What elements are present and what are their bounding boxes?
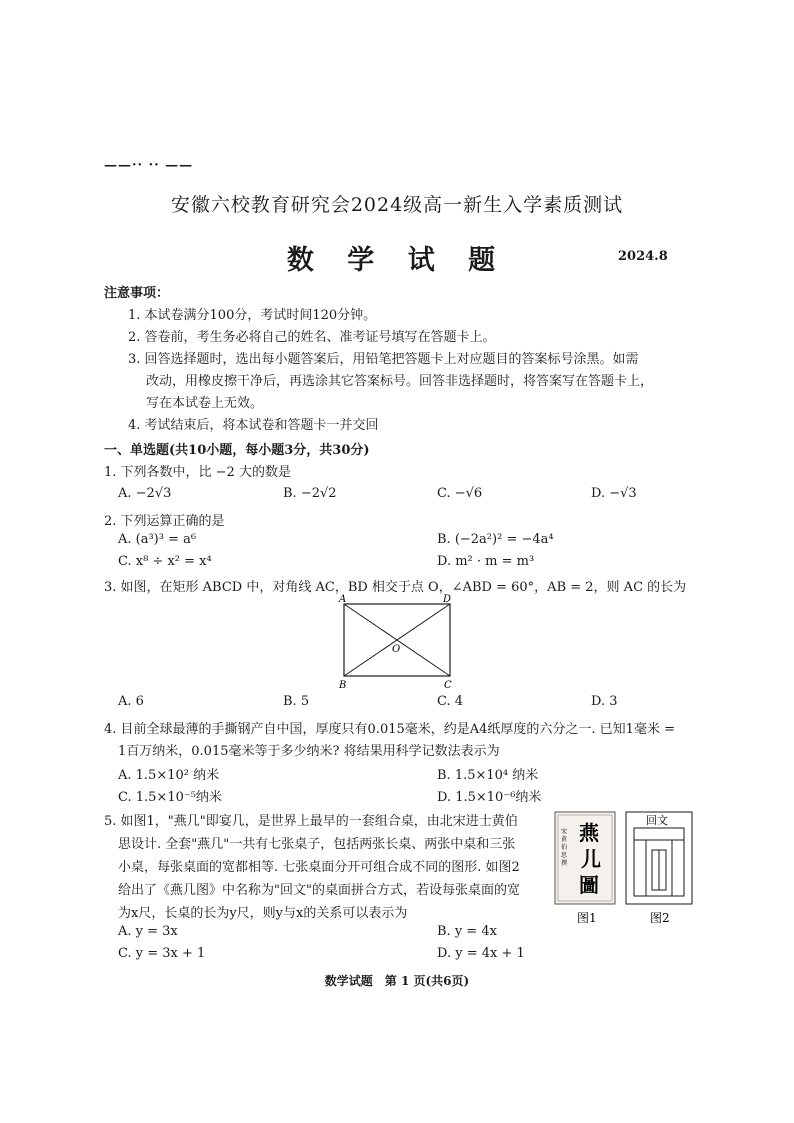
- exam-date: 2024.8: [618, 249, 668, 264]
- q5-option-d: D. y = 4x + 1: [437, 946, 525, 961]
- question-5-stem-line5: 为x尺，长桌的长为y尺，则y与x的关系可以表示为: [118, 906, 408, 921]
- question-2-stem: 2. 下列运算正确的是: [104, 514, 225, 529]
- page-footer: 数学试题 第 1 页(共6页): [324, 974, 470, 988]
- book-side-text: 宋 黄 伯 思 撰: [559, 828, 567, 866]
- vertex-c-label: C: [444, 680, 452, 691]
- q3-option-c: C. 4: [437, 694, 464, 709]
- notes-item: 1. 本试卷满分100分，考试时间120分钟。: [128, 308, 377, 323]
- q3-option-b: B. 5: [283, 694, 310, 709]
- exam-title: 安徽六校教育研究会2024级高一新生入学素质测试: [170, 194, 624, 216]
- q3-option-d: D. 3: [591, 694, 618, 709]
- q5-option-c: C. y = 3x + 1: [118, 946, 206, 961]
- rectangle-abcd-diagram: [330, 592, 465, 692]
- notes-item-cont: 改动，用橡皮擦干净后，再选涂其它答案标号。回答非选择题时，将答案写在答题卡上，: [146, 374, 654, 389]
- notes-item: 2. 答卷前，考生务必将自己的姓名、准考证号填写在答题卡上。: [128, 330, 496, 345]
- q4-option-d: D. 1.5×10⁻⁶纳米: [437, 790, 542, 805]
- subject-title: 数 学 试 题: [286, 245, 508, 276]
- figure-1-book-cover: [553, 810, 617, 928]
- q1-option-a: A. −2√3: [118, 486, 172, 501]
- q2-option-a: A. (a³)³ = a⁶: [118, 532, 197, 547]
- vertex-b-label: B: [339, 680, 347, 691]
- q1-option-b: B. −2√2: [283, 486, 337, 501]
- figure-1-caption: 图1: [577, 911, 597, 925]
- q1-option-c: C. −√6: [437, 486, 483, 501]
- book-title-char-3: 圖: [579, 873, 599, 897]
- question-4-stem-line1: 4. 目前全球最薄的手撕钢产自中国，厚度只有0.015毫米，约是A4纸厚度的六分之一. 已知1毫米 =: [104, 722, 675, 737]
- question-4-stem-line2: 1百万纳米，0.015毫米等于多少纳米? 将结果用科学记数法表示为: [118, 744, 500, 759]
- vertex-a-label: A: [339, 594, 347, 605]
- question-5-stem-line3: 小桌，每张桌面的宽都相等. 七张桌面分开可组合成不同的图形. 如图2: [118, 860, 520, 875]
- q5-option-a: A. y = 3x: [118, 924, 178, 939]
- question-3-stem: 3. 如图，在矩形 ABCD 中，对角线 AC，BD 相交于点 O，∠ABD = 60°，AB = 2，则 AC 的长为: [104, 580, 687, 595]
- q4-option-a: A. 1.5×10² 纳米: [118, 768, 220, 783]
- question-1-stem: 1. 下列各数中，比 −2 大的数是: [104, 465, 291, 480]
- question-5-stem-line4: 给出了《燕几图》中名称为"回文"的桌面拼合方式，若设每张桌面的宽: [118, 883, 520, 898]
- q3-option-a: A. 6: [118, 694, 144, 709]
- notes-item: 3. 回答选择题时，选出每小题答案后，用铅笔把答题卡上对应题目的答案标号涂黑。如需: [128, 352, 639, 367]
- book-title-char-2: 儿: [581, 847, 601, 871]
- section-heading: 一、单选题(共10小题，每小题3分，共30分): [104, 443, 370, 458]
- question-5-stem-line1: 5. 如图1，"燕几"即宴几，是世界上最早的一套组合桌，由北宋进士黄伯: [104, 814, 518, 829]
- q2-option-c: C. x⁸ ÷ x² = x⁴: [118, 554, 212, 569]
- q1-option-d: D. −√3: [591, 486, 637, 501]
- q2-option-b: B. (−2a²)² = −4a⁴: [437, 532, 554, 547]
- notes-heading: 注意事项：: [104, 286, 170, 301]
- center-o-label: O: [392, 644, 401, 655]
- q5-option-b: B. y = 4x: [437, 924, 497, 939]
- figure-2-table-arrangement: [624, 810, 696, 928]
- vertex-d-label: D: [443, 594, 452, 605]
- q4-option-b: B. 1.5×10⁴ 纳米: [437, 768, 539, 783]
- question-5-stem-line2: 思设计. 全套"燕几"一共有七张桌子，包括两张长桌、两张中桌和三张: [118, 837, 516, 852]
- arrangement-label: 回文: [646, 814, 668, 827]
- page-marker: ——·· ·· ——: [104, 158, 194, 173]
- figure-2-caption: 图2: [650, 911, 670, 925]
- notes-item: 4. 考试结束后，将本试卷和答题卡一并交回: [128, 418, 379, 433]
- book-title-char-1: 燕: [579, 821, 599, 845]
- q2-option-d: D. m² · m = m³: [437, 554, 535, 569]
- q4-option-c: C. 1.5×10⁻⁵纳米: [118, 790, 222, 805]
- notes-item-cont: 写在本试卷上无效。: [146, 396, 264, 411]
